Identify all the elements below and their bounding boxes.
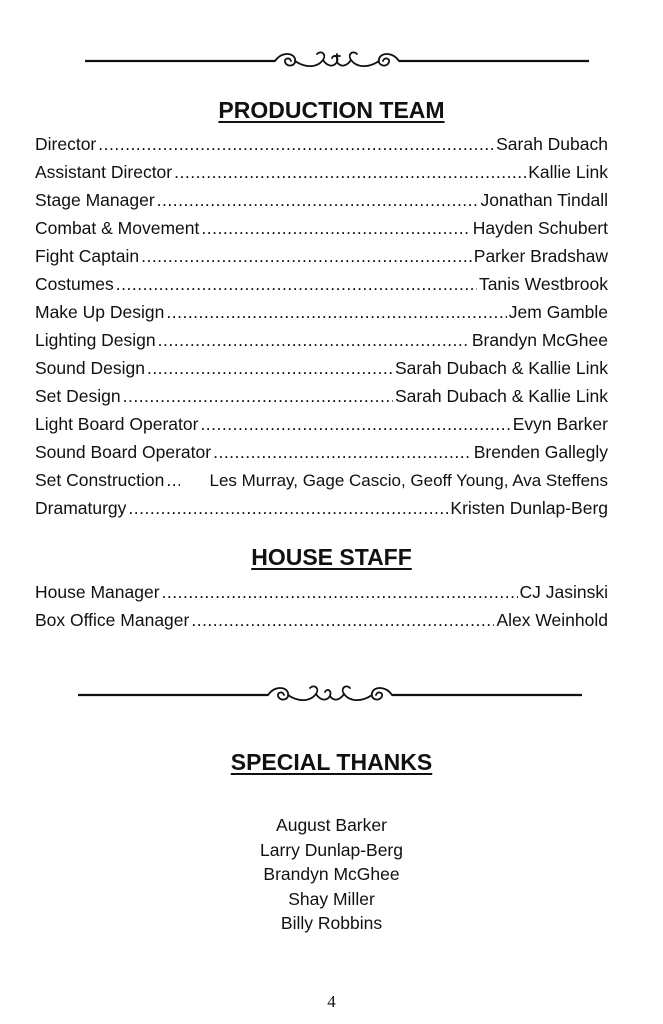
dot-leader — [128, 498, 448, 519]
person-name: Parker Bradshaw — [473, 246, 608, 266]
person-name: CJ Jasinski — [519, 582, 608, 602]
ornament-divider-middle — [78, 680, 582, 710]
special-thanks-heading: SPECIAL THANKS — [230, 749, 433, 775]
role-label: Dramaturgy — [35, 498, 127, 518]
page-number: 4 — [327, 992, 336, 1011]
role-label: Box Office Manager — [35, 610, 190, 630]
role-label: Assistant Director — [35, 162, 173, 182]
credit-row — [35, 134, 608, 162]
person-name: Sarah Dubach & Kallie Link — [394, 358, 608, 378]
role-label: Costumes — [35, 274, 114, 294]
credit-row — [35, 358, 608, 386]
house-staff-heading: HOUSE STAFF — [251, 544, 412, 570]
person-name: Tanis Westbrook — [478, 274, 608, 294]
dot-leader — [174, 162, 526, 183]
dot-leader — [201, 218, 470, 239]
dot-leader — [191, 610, 494, 631]
credit-row — [35, 498, 608, 526]
flourish-icon — [78, 680, 582, 710]
thanks-name: Shay Miller — [288, 888, 375, 909]
role-label: Stage Manager — [35, 190, 155, 210]
dot-leader — [123, 386, 393, 407]
credit-row — [35, 218, 608, 246]
credit-row — [35, 582, 608, 610]
dot-leader — [98, 134, 494, 155]
person-name: Evyn Barker — [512, 414, 608, 434]
person-name: Jonathan Tindall — [480, 190, 608, 210]
thanks-name: August Barker — [276, 815, 387, 835]
role-label: Light Board Operator — [35, 414, 199, 434]
dot-leader — [158, 330, 470, 351]
role-label: Combat & Movement — [35, 218, 200, 238]
role-label: House Manager — [35, 582, 160, 602]
dot-leader — [116, 274, 477, 295]
person-name: Jem Gamble — [508, 302, 608, 322]
role-label: Fight Captain — [35, 246, 140, 266]
role-label: Set Construction — [35, 470, 165, 490]
production-team-heading: PRODUCTION TEAM — [218, 97, 445, 123]
dot-leader — [166, 470, 180, 491]
person-name: Les Murray, Gage Cascio, Geoff Young, Ava Steffens — [209, 471, 608, 490]
ornament-divider-top — [85, 46, 589, 76]
dot-leader — [141, 246, 472, 267]
credit-row — [35, 274, 608, 302]
dot-leader — [157, 190, 479, 211]
role-label: Sound Design — [35, 358, 145, 378]
person-name: Kristen Dunlap-Berg — [450, 498, 608, 518]
dot-leader — [200, 414, 510, 435]
credit-row — [35, 610, 608, 638]
thanks-name: Larry Dunlap-Berg — [260, 839, 403, 860]
special-thanks-list — [0, 813, 663, 936]
credit-row — [35, 246, 608, 274]
credit-row — [35, 190, 608, 218]
credit-row — [35, 330, 608, 358]
credit-row — [35, 386, 608, 414]
person-name: Kallie Link — [528, 162, 608, 182]
production-team-list — [35, 134, 608, 526]
thanks-name: Brandyn McGhee — [263, 864, 400, 884]
role-label: Make Up Design — [35, 302, 165, 322]
person-name: Brandyn McGhee — [471, 330, 608, 350]
credit-row — [35, 470, 608, 498]
person-name: Brenden Gallegly — [473, 442, 608, 462]
person-name: Alex Weinhold — [496, 610, 608, 630]
dot-leader — [213, 442, 472, 463]
flourish-icon — [85, 46, 589, 76]
role-label: Set Design — [35, 386, 121, 406]
credit-row — [35, 302, 608, 330]
person-name: Sarah Dubach & Kallie Link — [394, 386, 608, 406]
credit-row — [35, 414, 608, 442]
dot-leader — [162, 582, 518, 603]
role-label: Sound Board Operator — [35, 442, 212, 462]
person-name: Hayden Schubert — [472, 218, 608, 238]
dot-leader — [166, 302, 506, 323]
person-name: Sarah Dubach — [496, 134, 608, 154]
role-label: Lighting Design — [35, 330, 156, 350]
credit-row — [35, 162, 608, 190]
role-label: Director — [35, 134, 97, 154]
credit-row — [35, 442, 608, 470]
house-staff-list — [35, 582, 608, 638]
dot-leader — [147, 358, 393, 379]
thanks-name: Billy Robbins — [280, 913, 383, 933]
